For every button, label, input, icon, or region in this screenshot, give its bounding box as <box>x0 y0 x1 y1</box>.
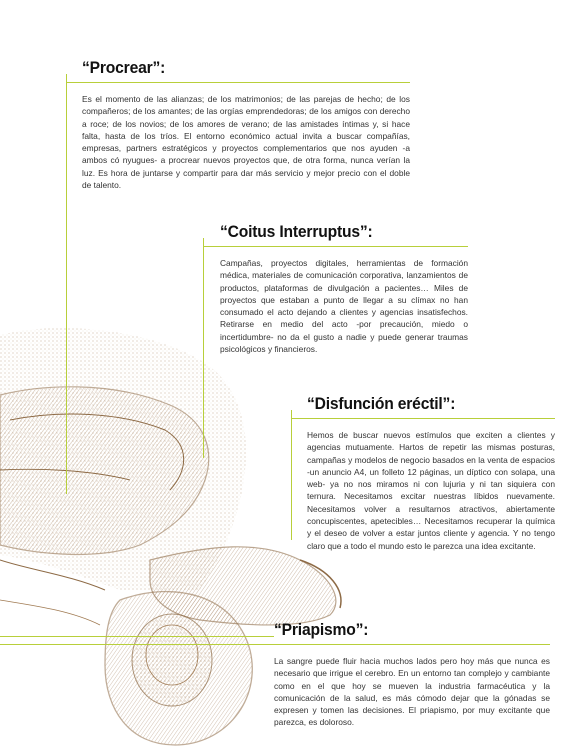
section-rule <box>0 644 550 645</box>
section-body: Campañas, proyectos digitales, herramientas de formación médica, materiales de comunicación corporativa, lanzamientos de productos, plataformas de divulgación a pacientes… Miles de proyectos que estaban a punto de llegar a su clímax no han consumado el acto dejando a clientes y agencias insatisfechos. Retirarse en medio del acto -por precaución, miedo o incertidumbre- no da el gusto a nadie y puede generar traumas psicológicos y financieros. <box>220 258 468 355</box>
connector-line-coitus <box>203 238 204 458</box>
section-coitus-interruptus <box>220 222 468 355</box>
section-title: “Procrear”: <box>82 58 166 77</box>
connector-line-procrear <box>66 74 67 494</box>
section-title: “Disfunción eréctil”: <box>307 394 456 413</box>
section-rule <box>291 418 555 419</box>
section-title: “Coitus Interruptus”: <box>220 222 373 241</box>
section-rule <box>66 82 410 83</box>
section-disfuncion-erectil <box>307 394 555 552</box>
connector-line-priapismo <box>0 636 274 637</box>
section-body: Es el momento de las alianzas; de los matrimonios; de las parejas de hecho; de los compañeros; de los amantes; de las orgías emprendedoras; de los amigos con derecho a roce; de los novios; de los amores de verano; de las amistades íntimas y, si hace falta, hasta de los tríos. El entorno económico actual invita a buscar compañías, empresas, partners estratégicos y proyectos complementarios que nos ayuden -a ambos có nyugues- a procrear nuevos proyectos que, de otra forma, nunca verían la luz. Es hora de juntarse y compartir para dar más servicio y mejor precio con el doble de talento. <box>82 94 410 191</box>
section-body: Hemos de buscar nuevos estímulos que exciten a clientes y agencias mutuamente. Hartos de repetir las mismas posturas, campañas y modelos de negocio basados en la venta de espacios -un anuncio A4, un folleto 12 páginas, un díptico con solapa, una web- ya no nos miramos ni con lujuria y ni tan siquiera con ternura. Necesitamos excitar nuestras líbidos nuevamente. Necesitamos volver a resultarnos atractivos, abiertamente concupiscentes, apetecibles… Necesitamos recuperar la química y el deseo de volver a estar juntos cliente y agencia. Y no tengo claro que a todo el mundo esto le parezca una idea excitante. <box>307 430 555 551</box>
section-title: “Priapismo”: <box>274 620 369 639</box>
section-priapismo <box>274 620 550 729</box>
section-procrear <box>82 58 410 191</box>
section-body: La sangre puede fluir hacia muchos lados pero hoy más que nunca es necesario que irrigue el cerebro. En un entorno tan complejo y cambiante como en el que hoy se mueven la industria farmacéutica y la comunicación de la salud, es más cómodo dejar que la gónadas se expresen y tomen las decisiones. El priapismo, por muy excitante que parezca, es doloroso. <box>274 656 550 728</box>
connector-line-disfuncion <box>291 410 292 540</box>
section-rule <box>203 246 468 247</box>
